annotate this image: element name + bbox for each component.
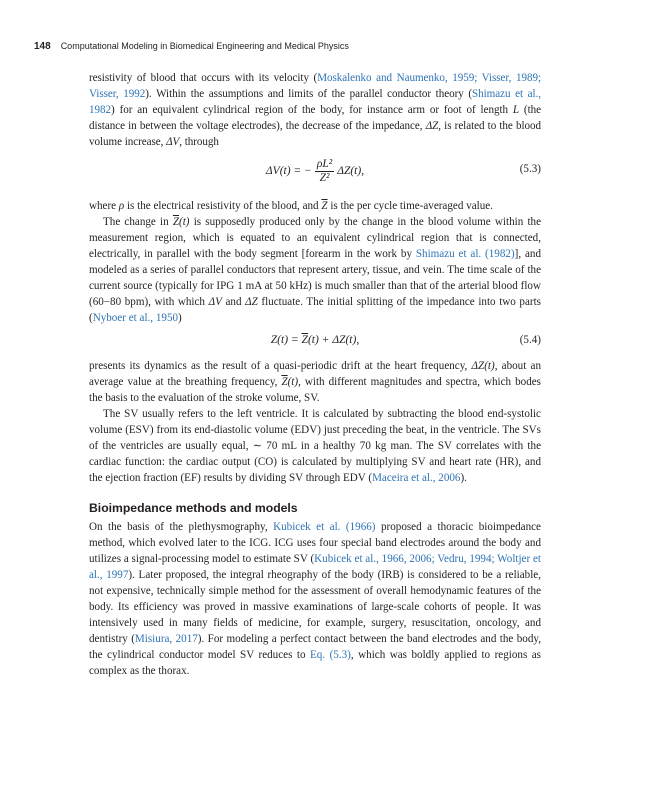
equation-rhs: (t) + ΔZ(t), [307,334,360,346]
math-var: $\overline{Z}$ [172,216,180,228]
equation-lhs: Z(t) = [270,334,302,346]
text: ) [178,312,182,324]
text: On the basis of the plethysmography, [89,521,274,533]
text: resistivity of blood that occurs with its velocity ( [89,72,318,84]
text: and [221,296,246,308]
paragraph-2 [89,198,541,214]
text: , about an average value at the breathing frequency, [89,360,541,388]
paragraph-5 [89,406,541,486]
paragraph-1 [89,70,541,150]
text: ). For modeling a perfect contact between the band electrodes and the body, the cylindrical conductor model SV reduces to [89,633,541,661]
running-head [34,41,608,57]
math-var: ΔZ [425,120,439,132]
citation-link[interactable]: Kubicek et al., 1966, 2006; Vedru, 1994; Woltjer et al., 1997 [89,553,541,581]
section-heading: Bioimpedance methods and models [89,501,298,515]
citation-link[interactable]: Shimazu et al. (1982) [415,248,515,260]
paragraph-3 [89,214,541,326]
equation-rhs: ΔZ(t), [337,165,365,178]
paragraph-4 [89,358,541,406]
text: ], and modeled as a series of parallel conductors that represent artery, tissue, and vein. The time scale of the current source (typically for IPG 1 mA at 50 kHz) is much smaller than that of the arterial blood flow (60−80 bpm), with which [89,248,541,308]
math-var: ΔZ(t) [471,360,495,372]
text: where [89,200,119,212]
running-title: Computational Modeling in Biomedical Engineering and Medical Physics [60,41,349,51]
citation-link[interactable]: Nyboer et al., 1950 [92,312,179,324]
body-text [89,70,541,679]
citation-link[interactable]: Moskalenko and Naumenko, 1959; Visser, 1989; Visser, 1992 [89,72,541,100]
text: presents its dynamics as the result of a quasi-periodic drift at the heart frequency, [89,360,472,372]
equation-5-4 [89,326,541,358]
citation-link[interactable]: Kubicek et al. (1966) [273,521,376,533]
math-var: $\overline{Z}$ [301,334,308,346]
text: The SV usually refers to the left ventricle. It is calculated by subtracting the blood end-systolic volume (ESV) from its end-diastolic volume (EDV) just preceding the beat, in the ventricle. The SVs of the ventricles are usually equal, ∼ 70 mL in a healthy 70 kg man. The SV correlates with the cardiac function: the cardiac output (CO) is calculated by multiplying SV and heart rate (HR), and the ejection fraction (EF) results by dividing SV through EDV ( [89,408,541,484]
math-var: (t) [179,216,190,228]
math-var: ρ [118,200,125,212]
text: , through [179,136,219,148]
fraction-numerator: ρL² [316,158,333,170]
text: ) for an equivalent cylindrical region of the body, for instance arm or foot of length [111,104,513,116]
text: ). Within the assumptions and limits of the parallel conductor theory ( [145,88,472,100]
text: The change in [103,216,173,228]
citation-link[interactable]: Misiura, 2017 [134,633,198,645]
equation-number: (5.3) [519,163,541,175]
text: (the distance in between the voltage electrodes), the decrease of the impedance, [89,104,541,132]
text: , is related to the blood volume increase, [89,120,541,148]
equation-fraction [315,158,334,185]
text: ). [460,472,467,484]
text: , with different magnitudes and spectra, which bodes the basis to the evaluation of the stroke volume, SV. [89,376,541,404]
equation-lhs: ΔV(t) = − [265,165,312,178]
math-var: ΔV [166,136,180,148]
math-var: ΔZ [245,296,258,308]
fraction-denominator: Z² [315,171,334,185]
math-var: $\overline{Z}$ [281,376,288,388]
math-var: L [512,104,520,116]
math-var: (t) [287,376,299,388]
text: is supposedly produced only by the change in the blood volume within the measurement region, which is equated to an equivalent cylindrical region that is connected, electrically, in parallel with the body segment [forearm in the work by [89,216,541,260]
equation-link[interactable]: Eq. (5.3) [310,649,351,661]
equation-5-3 [89,150,541,198]
page-number: 148 [34,41,51,52]
math-var: $\overline{Z}$ [321,200,328,212]
citation-link[interactable]: Shimazu et al., 1982 [89,88,541,116]
text: ). Later proposed, the integral rheography of the body (IRB) is considered to be a reliable, not expensive, technically simple method for the assessment of overall hemodynamic features of the body. Its efficiency was proved in massive examinations of large-scale cohorts of people. It was intensively used in many fields of medicine, for example, surgery, resuscitation, oncology, and dentistry ( [89,569,541,645]
text: proposed a thoracic bioimpedance method, which evolved later to the ICG. ICG uses four special band electrodes around the body and utilizes a signal-processing model to estimate SV ( [89,521,541,565]
paragraph-6 [89,519,541,679]
text: , which was boldly applied to regions as complex as the thorax. [89,649,541,677]
math-var: ΔV [208,296,222,308]
text: is the per cycle time-averaged value. [327,200,493,212]
text: is the electrical resistivity of the blood, and [124,200,322,212]
citation-link[interactable]: Maceira et al., 2006 [372,472,461,484]
text: fluctuate. The initial splitting of the impedance into two parts ( [89,296,541,324]
equation-number: (5.4) [519,334,541,346]
